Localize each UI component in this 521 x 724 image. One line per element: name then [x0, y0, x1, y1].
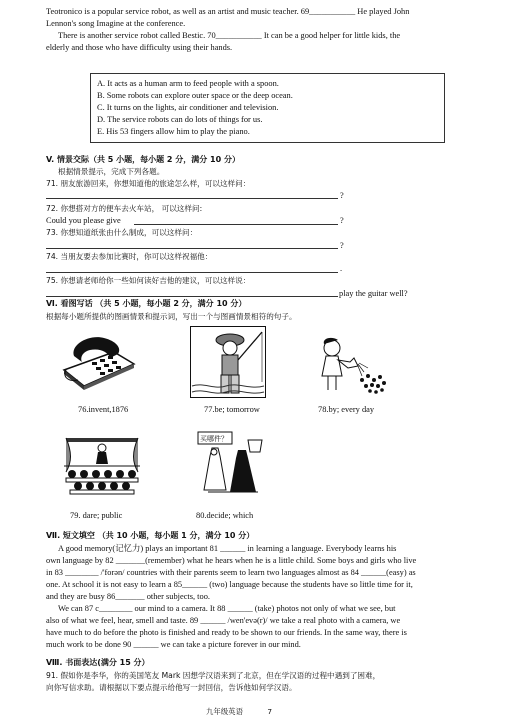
section-6-instruction: 根据每小题所提供的图画情景和提示词，写出一个与图画情景相符的句子。 [46, 312, 297, 321]
qmark-71: ? [340, 191, 344, 200]
answer-line-75[interactable] [46, 296, 338, 297]
writing-prompt-line-2: 向你写信求助。请根据以下要点提示给他写一封回信，告诉他如何学汉语。 [46, 683, 297, 692]
caption-77: 77.be; tomorrow [204, 405, 260, 414]
cloze-line-9: much work to be done 90 ______ we can take a picture forever in our mind. [46, 640, 301, 649]
caption-79: 79. dare; public [70, 511, 123, 520]
question-71: 71. 朋友旅游回来，你想知道他的旅途怎么样，可以这样问： [46, 179, 251, 188]
qmark-72: ? [340, 216, 344, 225]
passage-line-3: There is another service robot called Bestic. 70___________ It can be a good helper for little kids, the [58, 31, 401, 40]
cloze-line-3: in 83 ________ /'forən/ countries with their parents seem to learn two languages almost as 84 ______(easy) as [46, 568, 416, 577]
cloze-line-6: We can 87 c________ our mind to a camera. It 88 ______ (take) photos not only of what we see, but [58, 604, 396, 613]
cloze-line-5: and they are busy 86_______ other subjects, too. [46, 592, 210, 601]
passage-line-2: Lennon's song Imagine at the conference. [46, 19, 186, 28]
option-e: E. His 53 fingers allow him to play the piano. [97, 127, 250, 136]
qmark-73: ? [340, 241, 344, 250]
caption-76: 76.invent,1876 [78, 405, 129, 414]
question-74: 74. 当朋友要去参加比赛时，你可以这样祝福他： [46, 252, 213, 261]
telephone-picture [60, 330, 138, 394]
section-6-heading: Ⅵ. 看图写话 （共 5 小题，每小题 2 分，满分 10 分） [46, 299, 247, 308]
answer-line-72[interactable] [134, 224, 338, 225]
cloze-line-1: A good memory(记忆力) plays an important 81 ______ in learning a language. Everybody learns his [58, 544, 397, 553]
fishing-picture [190, 326, 266, 398]
section-7-heading: Ⅶ. 短文填空 （共 10 小题，每小题 1 分，满分 10 分） [46, 531, 255, 540]
question-72: 72. 你想搭对方的便车去火车站， 可以这样问: [46, 204, 203, 213]
writing-prompt-line-1: 91. 假如你是李华，你的美国笔友 Mark 因想学汉语来到了北京，但在学汉语的过程中遇到了困难， [46, 671, 381, 680]
page-number: 7 [267, 707, 273, 716]
option-c: C. It turns on the lights, air conditioner and television. [97, 103, 279, 112]
section-5-instruction: 根据情景提示，完成下列各题。 [58, 167, 165, 176]
passage-line-4: elderly and those who have difficulty using their hands. [46, 43, 233, 52]
period-74: . [340, 264, 343, 273]
cloze-line-2: own language by 82 _______(remember) what he hears when he is a little child. Some boys and girls who live [46, 556, 417, 565]
section-8-heading: Ⅷ. 书面表达(满分 15 分） [46, 658, 150, 667]
answer-line-71[interactable] [46, 198, 338, 199]
watering-flowers-picture [318, 336, 388, 396]
question-73: 73. 你想知道纸张由什么制成，可以这样问： [46, 228, 198, 237]
option-b: B. Some robots can explore outer space or the deep ocean. [97, 91, 293, 100]
section-5-heading: V. 情景交际（共 5 小题，每小题 2 分，满分 10 分） [46, 155, 240, 164]
footer-subject: 九年级英语 [206, 707, 243, 716]
answer-line-73[interactable] [46, 248, 338, 249]
stage-performance-picture [62, 432, 142, 498]
cloze-line-8: have much to do before the photo is finished and ready to be shown to our friends. In the same way, there is [46, 628, 407, 637]
question-75-end: play the guitar well? [339, 289, 408, 298]
dress-shop-picture [196, 430, 266, 500]
shop-sign-text: 买哪件？ [200, 435, 228, 443]
caption-80: 80.decide; which [196, 511, 254, 520]
passage-line-1: Teotronico is a popular service robot, as well as an artist and music teacher. 69___________ He played John [46, 7, 410, 16]
cloze-line-7: also of what we feel, hear, smell and taste. 89 ______ /wen'evə(r)/ we take a real photo with a camera, we [46, 616, 401, 625]
answer-line-74[interactable] [46, 272, 338, 273]
caption-78: 78.by; every day [318, 405, 375, 414]
question-72-prompt: Could you please give [46, 216, 121, 225]
cloze-line-4: one. At school it is not easy to learn a 85______ (two) language because the students have so little time for it, [46, 580, 413, 589]
question-75: 75. 你想请老师给你一些如何读好吉他的建议，可以这样说： [46, 276, 251, 285]
options-box [90, 73, 445, 143]
option-d: D. The service robots can do lots of things for us. [97, 115, 263, 124]
page-footer [206, 706, 294, 717]
option-a: A. It acts as a human arm to feed people with a spoon. [97, 79, 279, 88]
